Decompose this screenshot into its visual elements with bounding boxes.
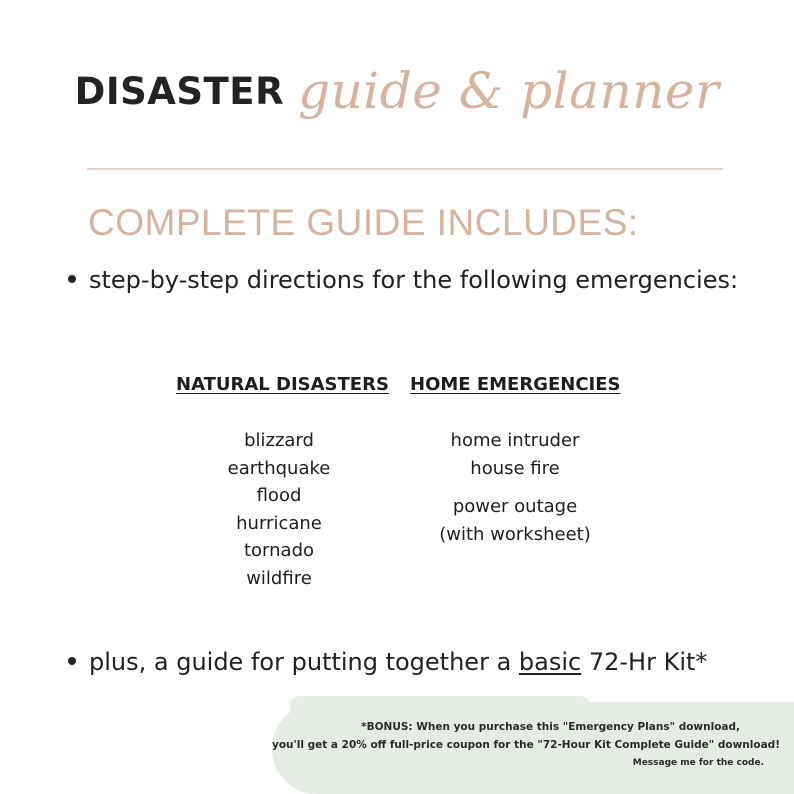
bonus-line: you'll get a 20% off full-price coupon for the "72-Hour Kit Complete Guide" download! [272,739,780,751]
title-script: guide & planner [298,62,720,120]
bonus-line: Message me for the code. [632,758,764,768]
bullet-directions [68,266,738,294]
home-emergencies-heading: HOME EMERGENCIES [410,374,621,395]
bullet-kit-emphasis: basic [518,648,582,676]
bullet-kit-suffix: 72-Hr Kit* [581,648,708,676]
bonus-line: *BONUS: When you purchase this "Emergency Plans" download, [361,721,740,733]
list-item: power outage [452,496,578,517]
list-item: house fire [470,457,560,479]
list-item: home intruder [450,430,580,451]
natural-disasters-heading: NATURAL DISASTERS [176,374,389,395]
list-item: flood [256,485,302,506]
list-item: blizzard [244,430,314,451]
list-item: tornado [243,540,315,561]
list-item: hurricane [236,512,322,534]
list-item: wildfire [246,567,312,589]
divider [87,168,723,170]
page-title [0,62,794,142]
list-item: (with worksheet) [439,523,591,545]
section-heading: COMPLETE GUIDE INCLUDES: [88,202,639,243]
bullet-icon [68,657,76,665]
title-main: DISASTER [74,69,285,113]
bullet-directions-text: step-by-step directions for the following emergencies: [89,266,739,294]
home-emergencies-column [410,374,620,548]
list-item: earthquake [227,457,331,479]
bonus-note [260,718,780,772]
bullet-kit [68,648,707,676]
bullet-kit-prefix: plus, a guide for putting together a [89,648,519,676]
natural-disasters-column [176,374,389,592]
bullet-icon [68,275,76,283]
